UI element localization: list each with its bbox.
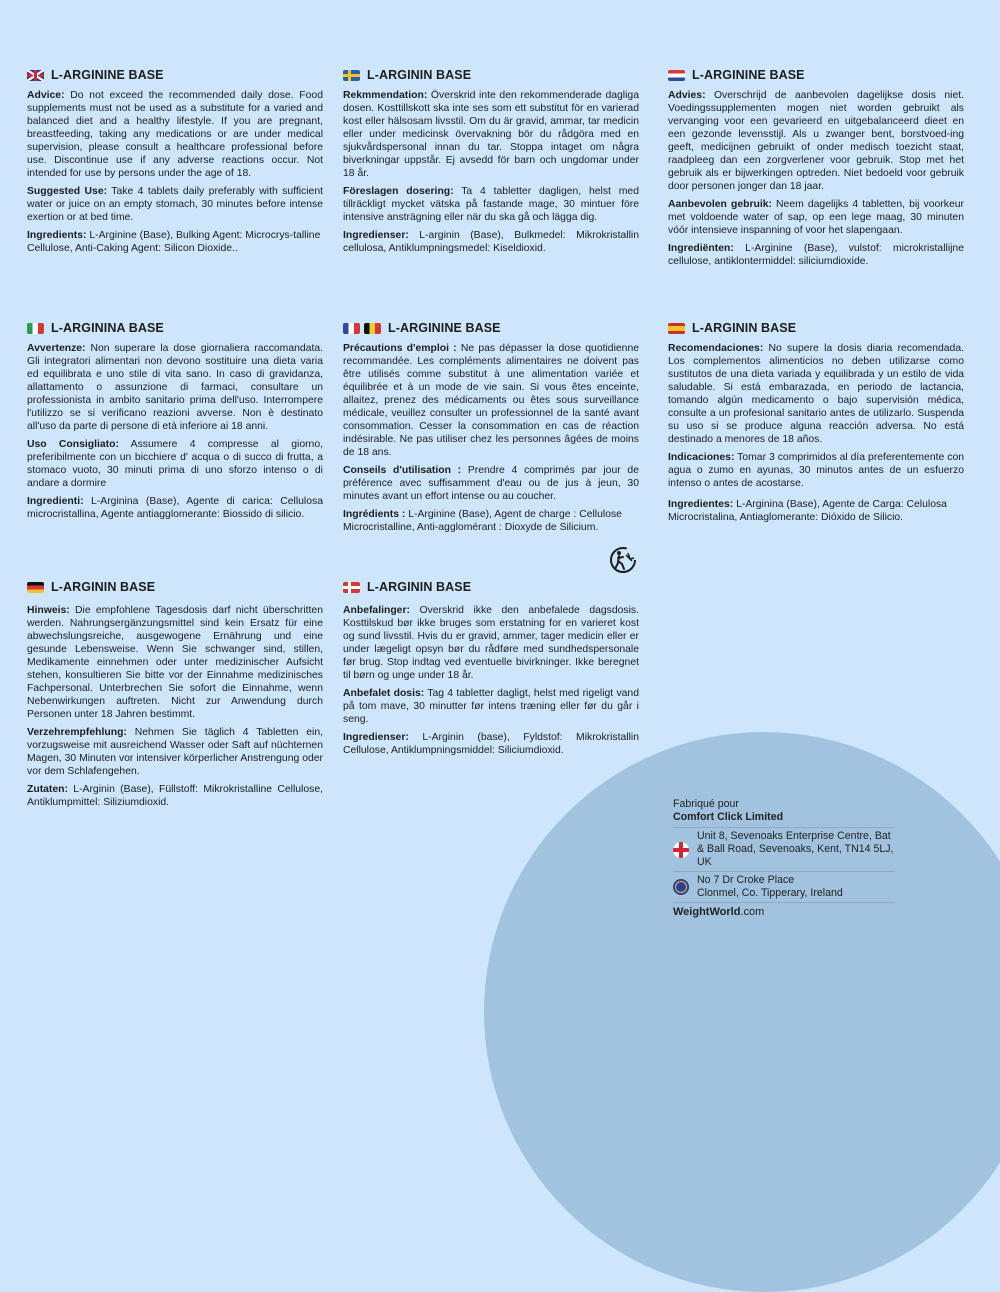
ingredients-paragraph: Ingredienser: L-Arginin (base), Fyldstof: Mikrokristallin Cellulose, Antiklumpningsmiddel: Siliciumdioxid. [343,732,639,756]
ingredients-paragraph: Zutaten: L-Arginin (Base), Füllstoff: Mikrokristalline Cellulose, Antiklumpmittel: Siliziumdioxid. [27,784,323,808]
denmark-flag-icon [343,582,360,593]
section-title: L-ARGININ BASE [367,68,472,82]
section-title: L-ARGININ BASE [367,580,472,594]
netherlands-flag-icon [668,70,685,81]
uk-round-flag-icon [673,842,689,858]
section-english [27,67,323,260]
ingredients-paragraph: Ingredienti: L-Arginina (Base), Agente di carica: Cellulosa microcristallina, Agente antiagglomerante: Biossido di silicio. [27,496,323,520]
section-german [27,579,323,814]
usage-paragraph: Aanbevolen gebruik: Neem dagelijks 4 tabletten, bij voorkeur met voldoende water of sap, op een lege maag, 30 minuten vóór intensieve inspanning of voor het slapengaan. [668,199,964,236]
uk-address: Unit 8, Sevenoaks Enterprise Centre, Bat & Ball Road, Sevenoaks, Kent, TN14 5LJ, UK [697,830,894,868]
eu-address: No 7 Dr Croke Place Clonmel, Co. Tipperary, Ireland [697,874,843,899]
advice-paragraph: Anbefalinger: Overskrid ikke den anbefalede dagsdosis. Kosttilskud bør ikke bruges som erstatning for en varieret kost og sund livsstil. Hvis du er gravid, ammer, tager medicin eller er under lægeligt opsyn bør du rådføre med sundhedspersonale før brug. Stop indtag ved eventuelle bivirkninger. Ikke beregnet til børn og unge under 18 år. [343,605,639,681]
section-title: L-ARGININE BASE [692,68,805,82]
belgium-flag-icon [364,323,381,334]
manufacturer-info [673,798,895,919]
sweden-flag-icon [343,70,360,81]
ingredients-paragraph: Ingredients: L-Arginine (Base), Bulking Agent: Microcrys-talline Cellulose, Anti-Caking Agent: Silicon Dioxide.. [27,230,321,254]
section-swedish [343,67,639,260]
uk-flag-icon [27,70,44,81]
ingredients-paragraph: Ingrédients : L-Arginine (Base), Agent de charge : Cellulose Microcristalline, Anti-agglomérant : Dioxyde de Silicium. [343,509,622,533]
ingredients-paragraph: Ingredienser: L-arginin (Base), Bulkmedel: Mikrokristallin cellulosa, Antiklumpningsmedel: Kiseldioxid. [343,230,639,254]
italy-flag-icon [27,323,44,334]
usage-paragraph: Indicaciones: Tomar 3 comprimidos al día preferentemente con agua o zumo en ayunas, 30 minutos antes de un esfuerzo intenso o antes de acostarse. [668,452,964,489]
section-title: L-ARGININA BASE [51,321,164,335]
usage-paragraph: Anbefalet dosis: Tag 4 tabletter dagligt, helst med rigeligt vand på tom mave, 30 minutter før intens træning eller før du går i seng. [343,688,639,725]
section-spanish [668,320,964,529]
section-title: L-ARGININE BASE [388,321,501,335]
france-flag-icon [343,323,360,334]
section-danish [343,579,639,762]
section-title: L-ARGININE BASE [51,68,164,82]
uk-address-row [673,827,895,871]
advice-paragraph: Rekmmendation: Överskrid inte den rekommenderade dagliga dosen. Kosttillskott ska inte ses som ett substitut för en varierad kost eller hälsosam livsstil. Om du är gravid, ammar, tar medicin eller under medicinsk övervakning bör du rådgöra med en sjukvårdspersonal innan du tar. Stoppa intaget om några biverkningar uppstår. Ej avsedd för barn och ungdomar under 18 år. [343,90,639,179]
ingredients-paragraph: Ingredientes: L-Arginina (Base), Agente de Carga: Celulosa Microcristalina, Antiaglomerante: Dióxido de Silicio. [668,499,947,523]
section-french [343,320,639,539]
germany-flag-icon [27,582,44,593]
advice-paragraph: Advies: Overschrijd de aanbevolen dagelijkse dosis niet. Voedingssupplementen mogen niet worden gebruikt als vervanging voor een gevarieerd en uitgebalanceerd dieet en een gezonde levensstijl. Als u zwanger bent, borstvoed-ing geeft, medicijnen gebruikt of onder medisch toezicht staat, raadpleeg dan een zorgverlener voor gebruik. Stop met het gebruik als er bijwerkingen optreden. Niet bedoeld voor gebruik door personen jonger dan 18 jaar. [668,90,964,192]
advice-paragraph: Advice: Do not exceed the recommended daily dose. Food supplements must not be used as a substitute for a varied and balanced diet and a healthy lifestyle. If you are pregnant, breastfeeding, taking any medications or are under medical supervision, please consult a healthcare professional before use. Discontinue use if any adverse reactions occur. Not intended for use by persons under the age of 18. [27,90,323,179]
section-dutch [668,67,964,273]
advice-paragraph: Précautions d'emploi : Ne pas dépasser la dose quotidienne recommandée. Les compléments alimentaires ne doivent pas être utilisés comme substitut à une alimentation variée et équilibrée et à un mode de vie sain. Si vous êtes enceinte, allaitez, prenez des médicaments ou êtes sous surveillance médicale, veuillez consulter un professionnel de la santé avant consommation. Cesser la consommation en cas de réaction indésirable. Ne pas utiliser chez les personnes âgées de moins de 18 ans. [343,343,639,458]
section-title: L-ARGININ BASE [692,321,797,335]
eu-round-flag-icon [673,879,689,895]
brand-website: WeightWorld.com [673,902,895,919]
advice-paragraph: Recomendaciones: No supere la dosis diaria recomendada. Los complementos alimenticios no deben utilizarse como sustitutos de una dieta variada y equilibrada y un estilo de vida saludable. Si está embarazada, en periodo de lactancia, tomando algún medicamento o bajo supervisión médica, consulte a un profesional sanitario antes de utilizarlo. Suspenda su uso si se produce alguna reacción adversa. No está destinado a menores de 18 años. [668,343,964,445]
usage-paragraph: Suggested Use: Take 4 tablets daily preferably with sufficient water or juice on an empty stomach, 30 minutes before intense exertion or at bed time. [27,186,323,223]
company-name: Comfort Click Limited [673,811,784,823]
usage-paragraph: Uso Consigliato: Assumere 4 compresse al giorno, preferibilmente con un bicchiere d' acqua o di succo di frutta, a stomaco vuoto, 30 minuti prima di uno sforzo intenso o di andare a dormire [27,439,324,489]
made-for-label: Fabriqué pour [673,798,739,810]
ingredients-paragraph: Ingrediënten: L-Arginine (Base), vulstof: microkristallijne cellulose, antiklontermiddel: siliciumdioxide. [668,243,964,267]
advice-paragraph: Hinweis: Die empfohlene Tagesdosis darf nicht überschritten werden. Nahrungsergänzungsmittel sind kein Ersatz für eine abwechslungsreiche, ausgewogene Ernährung und eine gesunde Lebensweise. Wenn Sie schwanger sind, stillen, Medikamente einnehmen oder unter medizinischer Aufsicht stehen, konsultieren Sie bitte vor der Einnahme medizinisches Fachpersonal. Unterbrechen Sie sofort die Einnahme, wenn Nebenwirkungen auftreten. Nicht zur Anwendung durch Personen unter 18 Jahren bestimmt. [27,605,323,720]
eu-address-row [673,871,895,902]
section-italian [27,320,323,526]
usage-paragraph: Föreslagen dosering: Ta 4 tabletter dagligen, helst med tillräckligt mycket vätska på fastande mage, 30 mintuer före intensive ansträgning eller när du ska gå och lägga dig. [343,186,639,223]
spain-flag-icon [668,323,685,334]
usage-paragraph: Verzehrempfehlung: Nehmen Sie täglich 4 Tabletten ein, vorzugsweise mit ausreichend Wasser oder Saft auf nüchternen Magen, 30 Minuten vor intensiver körperlicher Anstrengung oder vor dem Schlafengehen. [27,727,323,777]
section-title: L-ARGININ BASE [51,580,156,594]
usage-paragraph: Conseils d'utilisation : Prendre 4 comprimés par jour de préférence avec suffisamment d'eau ou de jus à jeun, 30 minutes avant un effort intense ou au coucher. [343,465,639,502]
triman-recycle-icon [608,545,638,575]
advice-paragraph: Avvertenze: Non superare la dose giornaliera raccomandata. Gli integratori alimentari non devono sostituire una dieta varia ed equilibrata e uno stile di vita sano. In caso di gravidanza, allattamento o assunzione di farmaci, consultare un professionista in ambito sanitario prima dell'uso. Interrompere l'utilizzo se si verificano reazioni avverse. Non è destinato all'uso da parte di persone di età inferiore ai 18 anni. [27,343,323,432]
